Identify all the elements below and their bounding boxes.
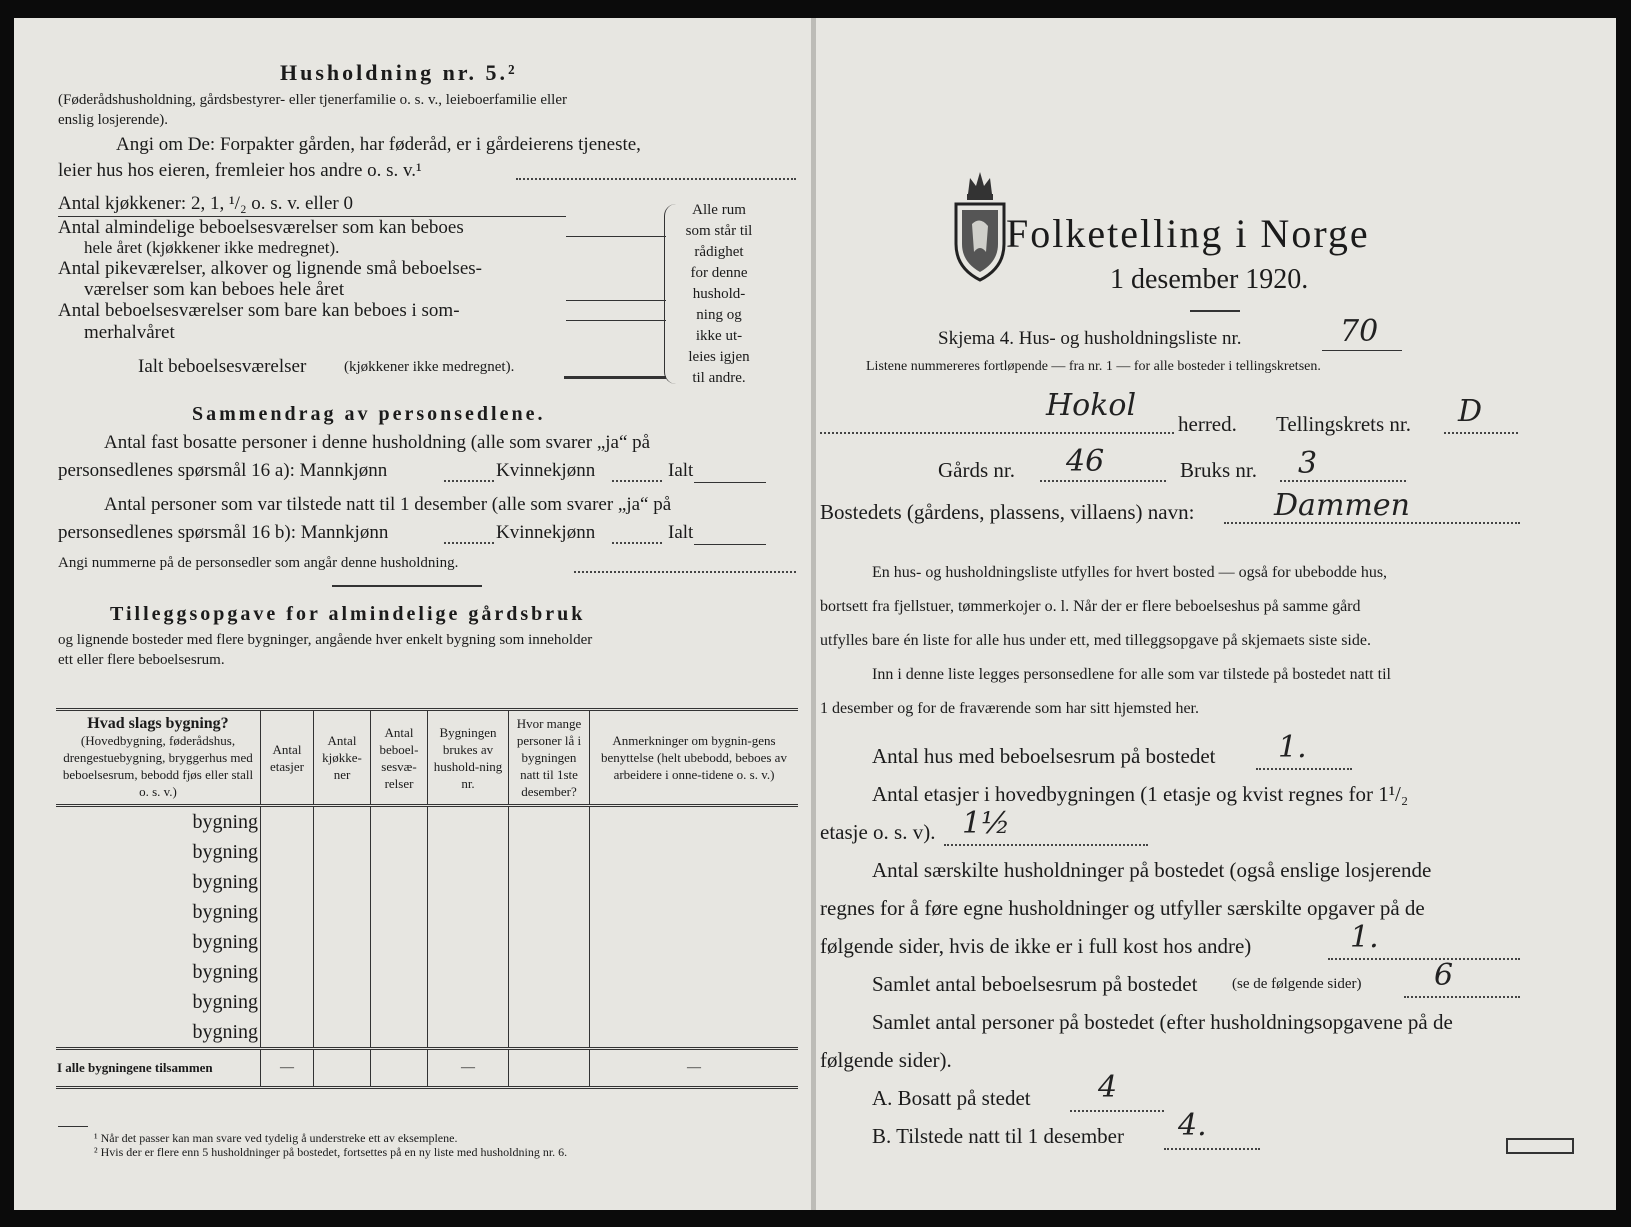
cell	[261, 897, 314, 927]
total-rooms-line	[564, 376, 666, 379]
summary-p1a: Antal fast bosatte personer i denne husholdning (alle som svarer „ja“ på	[104, 432, 651, 453]
col-household: Bygningen brukes av hushold-ning nr.	[428, 710, 509, 806]
coat-of-arms-icon	[950, 164, 1010, 286]
summary-p2a: Antal personer som var tilstede natt til 1 desember (alle som svarer „ja“ på	[104, 494, 672, 515]
instruction-2: bortsett fra fjellstuer, tømmerkojer o. l. Når der er flere beboelseshus på samme gård	[820, 598, 1361, 615]
instruction-1: En hus- og husholdningsliste utfylles for hvert bosted — også for ubebodde hus,	[872, 564, 1388, 581]
footnote-2: ² Hvis der er flere enn 5 husholdninger på bostedet, fortsettes på en ny liste med husholdning nr. 6.	[94, 1145, 568, 1159]
cell	[590, 987, 799, 1017]
cell	[509, 897, 590, 927]
cell	[509, 957, 590, 987]
male-line-1	[444, 480, 494, 482]
summary-title: Sammendrag av personsedlene.	[192, 403, 546, 425]
cell	[509, 806, 590, 838]
building-row	[56, 867, 798, 897]
building-label: bygning	[192, 870, 258, 893]
cell	[509, 987, 590, 1017]
total-remarks: —	[590, 1049, 799, 1088]
total-row	[56, 1049, 798, 1088]
present-label: B. Tilstede natt til 1 desember	[872, 1124, 1124, 1148]
cell	[371, 867, 428, 897]
persons-question-1: Samlet antal personer på bostedet (efter husholdningsopgavene på de	[872, 1010, 1453, 1034]
krets-line	[1444, 432, 1518, 434]
households-question-3: følgende sider, hvis de ikke er i full kost hos andre)	[820, 934, 1252, 958]
gard-value: 46	[1066, 444, 1105, 479]
summer-rooms-line	[566, 320, 666, 321]
floors-question-1: Antal etasjer i hovedbygningen (1 etasje og kvist regnes for 1¹/₂	[872, 782, 1409, 806]
col-floors: Antal etasjer	[261, 710, 314, 806]
printer-stamp	[1506, 1138, 1574, 1154]
title-rule	[1190, 310, 1240, 312]
cell	[509, 1017, 590, 1049]
divider	[332, 585, 482, 587]
herred-line	[820, 432, 1174, 434]
angi-line-2: leier hus hos eieren, fremleier hos andre o. s. v.¹	[58, 160, 422, 181]
col-remarks: Anmerkninger om bygnin-gens benyttelse (helt ubebodd, beboes av arbeidere i onne-tidene o. s. v.)	[590, 710, 799, 806]
schema-number: 70	[1340, 314, 1379, 349]
floors-question-2: etasje o. s. v).	[820, 820, 936, 844]
kitchens-label: Antal kjøkkener: 2, 1, ¹/₂ o. s. v. eller 0	[58, 193, 353, 214]
total-line-2	[694, 544, 766, 545]
side-note: Alle rum som står til rådighet for denne hushold- ning og ikke ut- leies igjen til andre.	[685, 202, 753, 386]
cell	[590, 1017, 799, 1049]
numbers-line	[574, 571, 796, 573]
total-rooms-note: (kjøkkener ikke medregnet).	[344, 359, 515, 375]
ordinary-rooms-label-2: hele året (kjøkkener ikke medregnet).	[84, 238, 340, 257]
instruction-4: Inn i denne liste legges personsedlene for alle som var tilstede på bostedet natt til	[872, 666, 1391, 683]
cell	[371, 1049, 428, 1088]
bruk-line	[1280, 480, 1406, 482]
total-household: —	[428, 1049, 509, 1088]
footnote-1: ¹ Når det passer kan man svare ved tydelig å understreke ett av eksemplene.	[94, 1131, 458, 1145]
cell	[314, 837, 371, 867]
household-intro: (Føderådshusholdning, gårdsbestyrer- eller tjenerfamilie o. s. v., leieboerfamilie eller	[58, 92, 567, 108]
cell	[371, 957, 428, 987]
angi-answer-line	[516, 178, 796, 180]
houses-question: Antal hus med beboelsesrum på bostedet	[872, 744, 1216, 768]
building-row	[56, 806, 798, 838]
building-row	[56, 987, 798, 1017]
instruction-3: utfylles bare én liste for alle hus under ett, med tilleggsopgave på skjemaets siste side.	[820, 632, 1371, 649]
cell	[428, 987, 509, 1017]
bosted-label: Bostedets (gårdens, plassens, villaens) navn:	[820, 500, 1195, 524]
schema-label: Skjema 4. Hus- og husholdningsliste nr.	[938, 328, 1242, 349]
building-label: bygning	[192, 900, 258, 923]
building-label: bygning	[192, 1020, 258, 1043]
persons-question-2: følgende sider).	[820, 1048, 952, 1072]
krets-label: Tellingskrets nr.	[1276, 412, 1412, 436]
ordinary-rooms-line	[566, 236, 666, 237]
households-question-1: Antal særskilte husholdninger på bostedet (også enslige losjerende	[872, 858, 1432, 882]
building-row	[56, 897, 798, 927]
floors-line	[944, 844, 1148, 846]
summary-p1b: personsedlenes spørsmål 16 a): Mannkjønn	[58, 460, 388, 481]
resident-label: A. Bosatt på stedet	[872, 1086, 1031, 1110]
building-label: bygning	[192, 930, 258, 953]
cell	[261, 806, 314, 838]
total-label: I alle bygningene tilsammen	[56, 1049, 261, 1088]
houses-line	[1256, 768, 1352, 770]
cell	[428, 957, 509, 987]
resident-value: 4	[1098, 1070, 1118, 1105]
census-date: 1 desember 1920.	[1110, 264, 1309, 295]
cell	[428, 897, 509, 927]
cell	[314, 987, 371, 1017]
cell	[314, 867, 371, 897]
cell	[371, 806, 428, 838]
building-row	[56, 957, 798, 987]
cell	[428, 837, 509, 867]
cell	[261, 837, 314, 867]
cell	[371, 987, 428, 1017]
farm-sub-2: ett eller flere beboelsesrum.	[58, 652, 225, 668]
resident-line	[1070, 1110, 1164, 1112]
col-persons: Hvor mange personer lå i bygningen natt til 1ste desember?	[509, 710, 590, 806]
female-line-2	[612, 542, 662, 544]
building-row	[56, 1017, 798, 1049]
gard-line	[1040, 480, 1166, 482]
angi-line-1: Angi om De: Forpakter gården, har føderåd, er i gårdeierens tjeneste,	[116, 134, 641, 155]
gard-label: Gårds nr.	[938, 458, 1015, 482]
households-value: 1.	[1350, 920, 1379, 955]
brace	[664, 204, 679, 384]
total-label-1: Ialt	[668, 460, 694, 481]
cell	[314, 1017, 371, 1049]
total-line-1	[694, 482, 766, 483]
cell	[590, 957, 799, 987]
farm-title: Tilleggsopgave for almindelige gårdsbruk	[110, 603, 586, 625]
female-line-1	[612, 480, 662, 482]
building-table	[56, 708, 798, 1089]
cell	[428, 927, 509, 957]
ordinary-rooms-label: Antal almindelige beboelsesværelser som kan beboes	[58, 217, 464, 238]
summary-p2b: personsedlenes spørsmål 16 b): Mannkjønn	[58, 522, 389, 543]
cell	[590, 927, 799, 957]
herred-value: Hokol	[1046, 388, 1137, 423]
summer-rooms-label-2: merhalvåret	[84, 322, 175, 343]
building-row	[56, 837, 798, 867]
total-floors: —	[261, 1049, 314, 1088]
cell	[428, 806, 509, 838]
bosted-line	[1224, 522, 1520, 524]
cell	[261, 867, 314, 897]
farm-sub-1: og lignende bosteder med flere bygninger, angående hver enkelt bygning som inneholder	[58, 632, 593, 648]
cell	[371, 1017, 428, 1049]
cell	[371, 927, 428, 957]
households-line	[1328, 958, 1520, 960]
building-label: bygning	[192, 990, 258, 1013]
cell	[314, 957, 371, 987]
total-rooms-label: Ialt beboelsesværelser	[138, 356, 307, 377]
rooms-line	[1404, 996, 1520, 998]
cell	[314, 897, 371, 927]
building-label: bygning	[192, 840, 258, 863]
building-row	[56, 927, 798, 957]
present-line	[1164, 1148, 1260, 1150]
cell	[509, 1049, 590, 1088]
col-rooms: Antal beboel-sesvæ-relser	[371, 710, 428, 806]
cell	[261, 957, 314, 987]
krets-value: D	[1458, 394, 1483, 429]
maid-rooms-line	[566, 300, 666, 301]
summer-rooms-label: Antal beboelsesværelser som bare kan beboes i som-	[58, 300, 460, 321]
cell	[314, 927, 371, 957]
maid-rooms-label: Antal pikeværelser, alkover og lignende små beboelses-	[58, 258, 482, 279]
instruction-5: 1 desember og for de fraværende som har sitt hjemsted her.	[820, 700, 1199, 717]
cell	[261, 987, 314, 1017]
floors-value: 1½	[962, 806, 1011, 841]
household-intro-2: enslig losjerende).	[58, 112, 168, 128]
building-label: bygning	[192, 960, 258, 983]
building-label: bygning	[192, 810, 258, 833]
female-label-1: Kvinnekjønn	[496, 460, 596, 481]
present-value: 4.	[1178, 1108, 1207, 1143]
maid-rooms-label-2: værelser som kan beboes hele året	[84, 279, 345, 300]
cell	[314, 806, 371, 838]
rooms-note: (se de følgende sider)	[1232, 976, 1362, 992]
bruk-value: 3	[1298, 446, 1318, 481]
households-question-2: regnes for å føre egne husholdninger og utfyller særskilte opgaver på de	[820, 896, 1425, 920]
footnote-rule	[58, 1126, 88, 1127]
cell	[590, 897, 799, 927]
houses-value: 1.	[1278, 730, 1307, 765]
schema-line	[1322, 350, 1402, 351]
cell	[509, 867, 590, 897]
numbers-label: Angi nummerne på de personsedler som angår denne husholdning.	[58, 555, 459, 571]
bruk-label: Bruks nr.	[1180, 458, 1258, 482]
cell	[314, 1049, 371, 1088]
left-page	[14, 18, 814, 1210]
col-kitchens: Antal kjøkke-ner	[314, 710, 371, 806]
cell	[371, 837, 428, 867]
census-title: Folketelling i Norge	[1006, 211, 1370, 256]
cell	[509, 837, 590, 867]
cell	[590, 867, 799, 897]
female-label-2: Kvinnekjønn	[496, 522, 596, 543]
cell	[509, 927, 590, 957]
list-note: Listene nummereres fortløpende — fra nr. 1 — for alle bosteder i tellingskretsen.	[866, 359, 1321, 374]
cell	[261, 927, 314, 957]
herred-label: herred.	[1178, 412, 1237, 436]
total-label-2: Ialt	[668, 522, 694, 543]
col-building-type: Hvad slags bygning? (Hovedbygning, føderådshus, drengestuebygning, bryggerhus med beboelsesrum, bebodd fjøs eller stall o. s. v.)	[56, 710, 261, 806]
right-page	[816, 18, 1616, 1210]
cell	[261, 1017, 314, 1049]
cell	[590, 837, 799, 867]
bosted-value: Dammen	[1274, 488, 1410, 523]
cell	[590, 806, 799, 838]
rooms-question: Samlet antal beboelsesrum på bostedet	[872, 972, 1198, 996]
household-title: Husholdning nr. 5.²	[280, 60, 518, 85]
cell	[428, 867, 509, 897]
cell	[428, 1017, 509, 1049]
cell	[371, 897, 428, 927]
male-line-2	[444, 542, 494, 544]
rooms-value: 6	[1434, 958, 1454, 993]
